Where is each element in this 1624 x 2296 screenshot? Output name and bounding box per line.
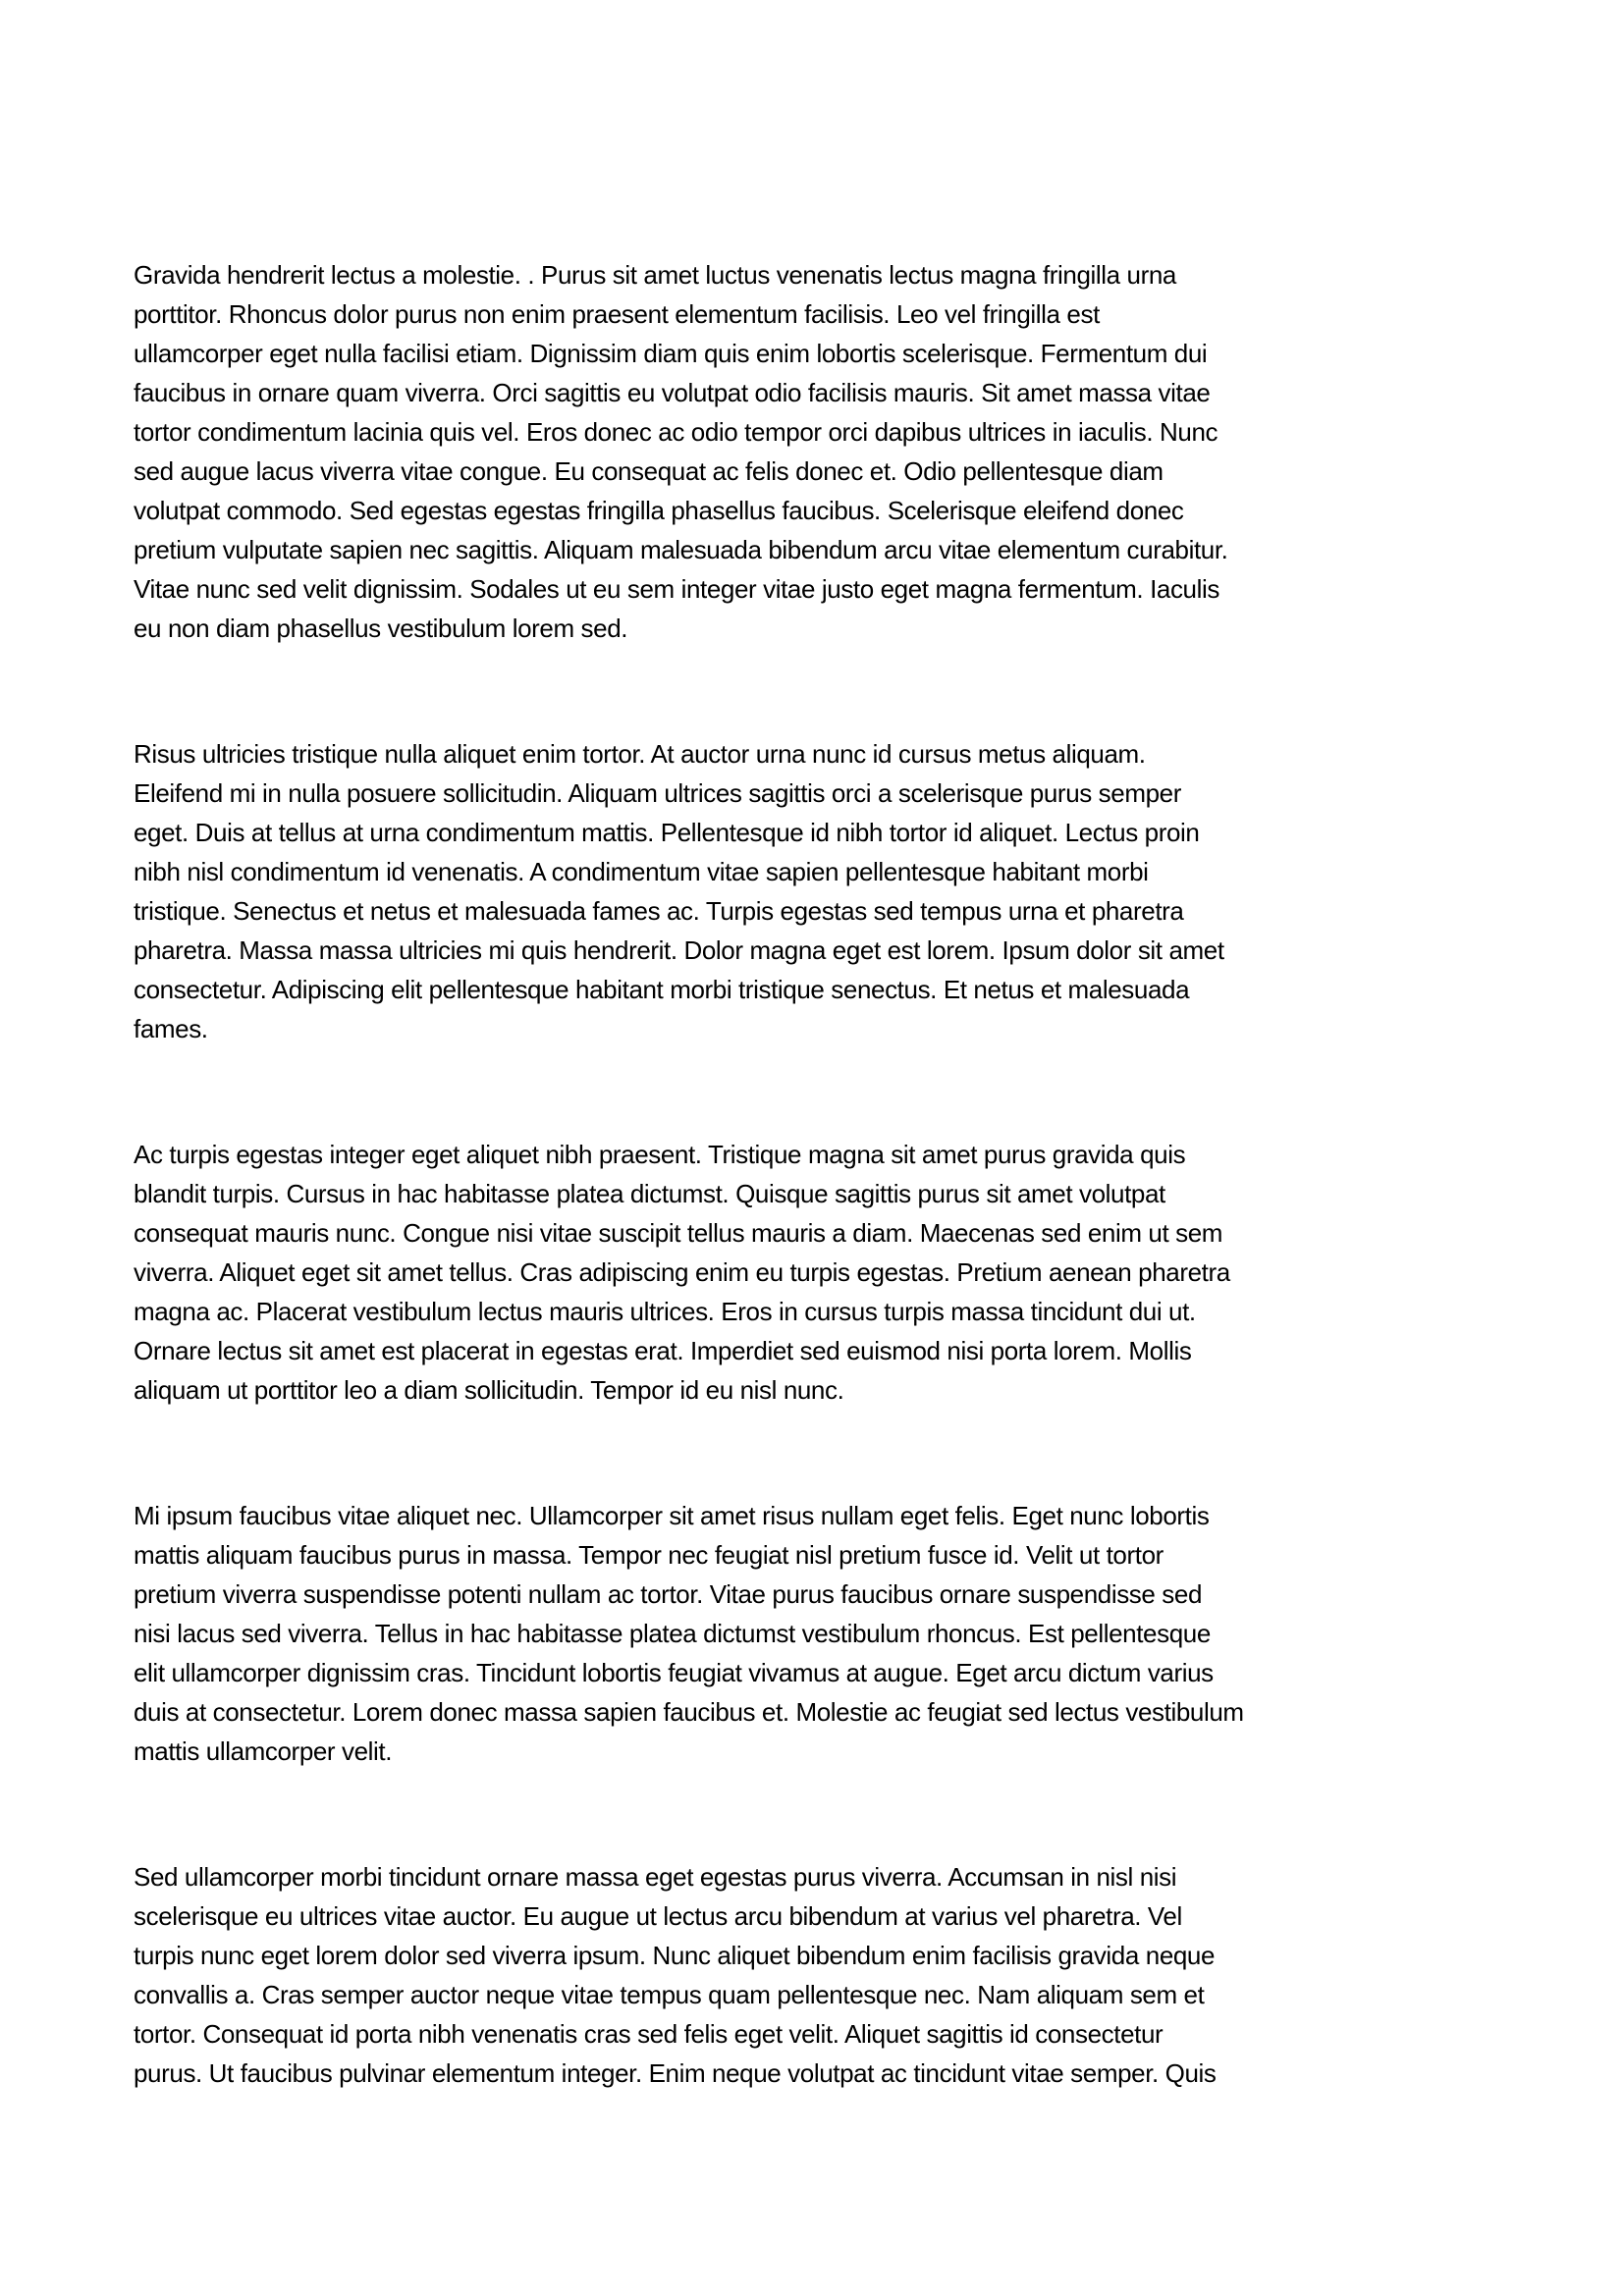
text-line: consequat mauris nunc. Congue nisi vitae suscipit tellus mauris a diam. Maecenas sed enim ut sem — [134, 1218, 1223, 1248]
text-line: Vitae nunc sed velit dignissim. Sodales ut eu sem integer vitae justo eget magna fermentum. Iaculis — [134, 574, 1219, 604]
document-body — [134, 255, 1565, 2093]
paragraph — [134, 734, 1565, 1048]
text-line: pretium vulputate sapien nec sagittis. Aliquam malesuada bibendum arcu vitae elementum curabitur. — [134, 535, 1228, 564]
text-line: volutpat commodo. Sed egestas egestas fringilla phasellus faucibus. Scelerisque eleifend donec — [134, 496, 1184, 525]
text-line: Mi ipsum faucibus vitae aliquet nec. Ullamcorper sit amet risus nullam eget felis. Eget nunc lobortis — [134, 1501, 1210, 1530]
text-line: mattis ullamcorper velit. — [134, 1736, 393, 1766]
text-line: sed augue lacus viverra vitae congue. Eu consequat ac felis donec et. Odio pellentesque diam — [134, 456, 1164, 486]
paragraph — [134, 1496, 1565, 1771]
text-line: turpis nunc eget lorem dolor sed viverra ipsum. Nunc aliquet bibendum enim facilisis gravida neque — [134, 1941, 1216, 1970]
text-line: mattis aliquam faucibus purus in massa. Tempor nec feugiat nisl pretium fusce id. Velit ut tortor — [134, 1540, 1164, 1570]
text-line: tortor. Consequat id porta nibh venenatis cras sed felis eget velit. Aliquet sagittis id consectetur — [134, 2019, 1164, 2049]
text-line: scelerisque eu ultrices vitae auctor. Eu augue ut lectus arcu bibendum at varius vel pharetra. Vel — [134, 1901, 1182, 1931]
text-line: Ornare lectus sit amet est placerat in egestas erat. Imperdiet sed euismod nisi porta lorem. Mollis — [134, 1336, 1192, 1365]
text-line: elit ullamcorper dignissim cras. Tincidunt lobortis feugiat vivamus at augue. Eget arcu dictum varius — [134, 1658, 1214, 1687]
text-line: Risus ultricies tristique nulla aliquet enim tortor. At auctor urna nunc id cursus metus aliquam. — [134, 739, 1146, 769]
text-line: nibh nisl condimentum id venenatis. A condimentum vitae sapien pellentesque habitant morbi — [134, 857, 1149, 886]
paragraph — [134, 1857, 1565, 2093]
text-line: tortor condimentum lacinia quis vel. Eros donec ac odio tempor orci dapibus ultrices in iaculis. Nunc — [134, 417, 1218, 447]
text-line: purus. Ut faucibus pulvinar elementum integer. Enim neque volutpat ac tincidunt vitae semper. Quis — [134, 2058, 1217, 2088]
paragraph — [134, 1135, 1565, 1410]
text-line: duis at consectetur. Lorem donec massa sapien faucibus et. Molestie ac feugiat sed lectus vestibulum — [134, 1697, 1244, 1727]
text-line: eget. Duis at tellus at urna condimentum mattis. Pellentesque id nibh tortor id aliquet. Lectus proin — [134, 818, 1200, 847]
text-line: magna ac. Placerat vestibulum lectus mauris ultrices. Eros in cursus turpis massa tincidunt dui ut. — [134, 1297, 1196, 1326]
text-line: pretium viverra suspendisse potenti nullam ac tortor. Vitae purus faucibus ornare suspendisse sed — [134, 1579, 1202, 1609]
text-line: aliquam ut porttitor leo a diam sollicitudin. Tempor id eu nisl nunc. — [134, 1375, 844, 1405]
text-line: ullamcorper eget nulla facilisi etiam. Dignissim diam quis enim lobortis scelerisque. Fermentum dui — [134, 339, 1208, 368]
paragraph — [134, 255, 1565, 648]
text-line: Sed ullamcorper morbi tincidunt ornare massa eget egestas purus viverra. Accumsan in nisl nisi — [134, 1862, 1177, 1892]
text-line: viverra. Aliquet eget sit amet tellus. Cras adipiscing enim eu turpis egestas. Pretium aenean pharetra — [134, 1257, 1230, 1287]
text-line: consectetur. Adipiscing elit pellentesque habitant morbi tristique senectus. Et netus et malesuada — [134, 975, 1190, 1004]
text-line: blandit turpis. Cursus in hac habitasse platea dictumst. Quisque sagittis purus sit amet volutpat — [134, 1179, 1165, 1208]
text-line: nisi lacus sed viverra. Tellus in hac habitasse platea dictumst vestibulum rhoncus. Est pellentesque — [134, 1619, 1211, 1648]
text-line: Eleifend mi in nulla posuere sollicitudin. Aliquam ultrices sagittis orci a scelerisque purus semper — [134, 778, 1181, 808]
text-line: fames. — [134, 1014, 208, 1043]
text-line: Gravida hendrerit lectus a molestie. . Purus sit amet luctus venenatis lectus magna fringilla urna — [134, 260, 1176, 290]
text-line: faucibus in ornare quam viverra. Orci sagittis eu volutpat odio facilisis mauris. Sit amet massa vitae — [134, 378, 1211, 407]
text-line: tristique. Senectus et netus et malesuada fames ac. Turpis egestas sed tempus urna et pharetra — [134, 896, 1184, 926]
text-line: convallis a. Cras semper auctor neque vitae tempus quam pellentesque nec. Nam aliquam sem et — [134, 1980, 1205, 2009]
text-line: Ac turpis egestas integer eget aliquet nibh praesent. Tristique magna sit amet purus gravida quis — [134, 1140, 1186, 1169]
text-line: pharetra. Massa massa ultricies mi quis hendrerit. Dolor magna eget est lorem. Ipsum dolor sit amet — [134, 935, 1224, 965]
text-line: porttitor. Rhoncus dolor purus non enim praesent elementum facilisis. Leo vel fringilla est — [134, 299, 1100, 329]
text-line: eu non diam phasellus vestibulum lorem sed. — [134, 614, 628, 643]
